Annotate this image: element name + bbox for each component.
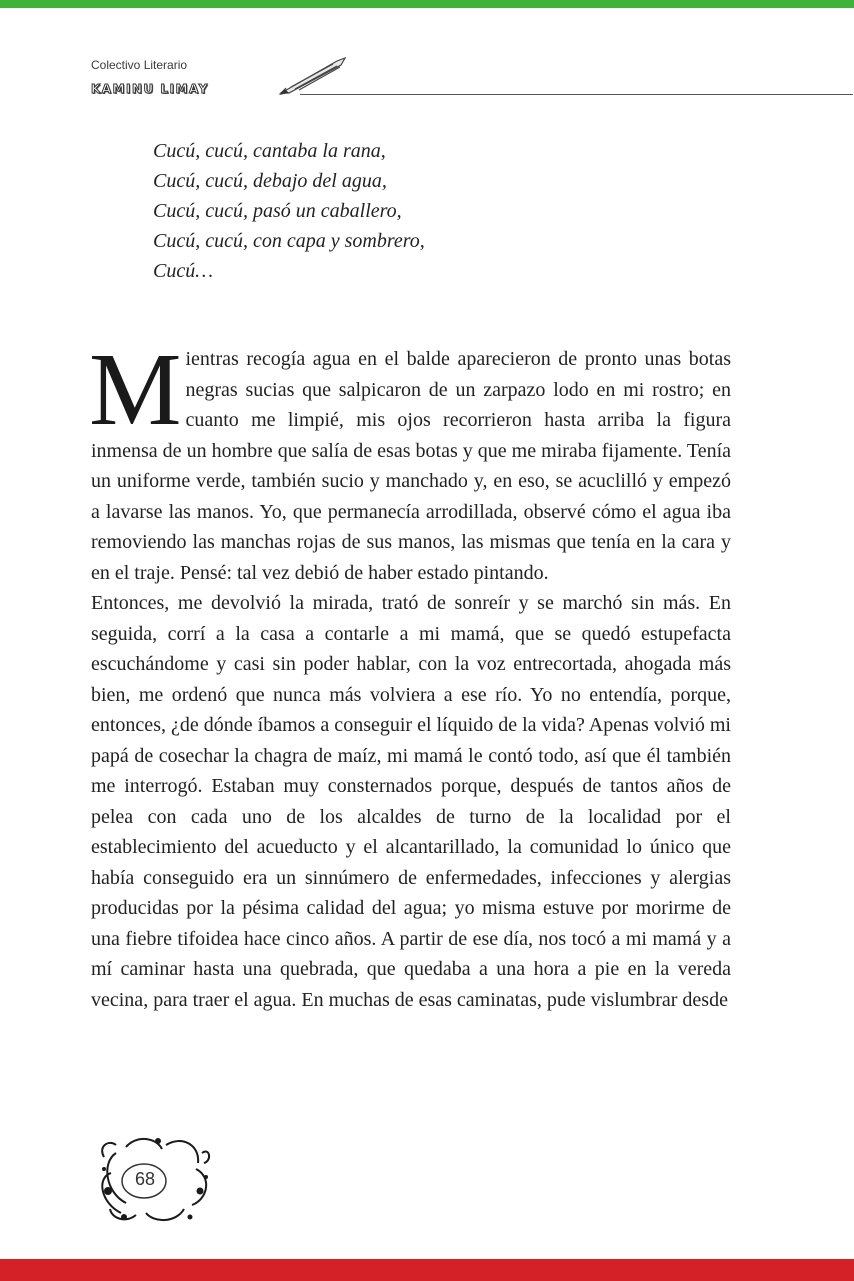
epigraph-poem — [153, 136, 425, 286]
poem-line: Cucú… — [153, 260, 213, 282]
fountain-pen-icon — [277, 55, 349, 97]
bottom-red-bar — [0, 1259, 854, 1281]
poem-line: Cucú, cucú, debajo del agua, — [153, 170, 387, 192]
paragraph-2: Entonces, me devolvió la mirada, trató de sonreír y se marchó sin más. En seguida, corrí a la casa a contarle a mi mamá, que se quedó estupefacta escuchándome y casi sin poder hablar, con la voz entrecortada, ahogada más bien, me ordenó que nunca más volviera a ese río. Yo no entendía, porque, entonces, ¿de dónde íbamos a conseguir el líquido de la vida? Apenas volvió mi papá de cosechar la chagra de maíz, mi mamá le contó todo, así que él también me interrogó. Estaban muy consternados porque, después de tantos años de pelea con cada uno de los alcaldes de turno de la localidad por el establecimiento del acueducto y el alcantarillado, la comunidad lo único que había conseguido era un sinnúmero de enfermedades, infecciones y alergias producidas por la pésima calidad del agua; yo misma estuve por morirme de una fiebre tifoidea hace cinco años. A partir de ese día, nos tocó a mi mamá y a mí caminar hasta una quebrada, que quedaba a una hora a pie en la vereda vecina, para traer el agua. En muchas de esas caminatas, pude vislumbrar desde — [91, 592, 731, 1011]
top-green-bar — [0, 0, 854, 8]
header-brand-logo-text: KAMINU LIMAY — [91, 82, 209, 96]
page-number: 68 — [134, 1169, 156, 1189]
header-divider — [300, 94, 853, 95]
poem-line: Cucú, cucú, pasó un caballero, — [153, 200, 402, 222]
poem-line: Cucú, cucú, con capa y sombrero, — [153, 230, 425, 252]
paragraph-1-text: ientras recogía agua en el balde aparecieron de pronto unas botas negras sucias que salpicaron de un zarpazo lodo en mi rostro; en cuanto me limpié, mis ojos recorrieron hasta arriba la figura inmensa de un hombre que salía de esas botas y que me miraba fijamente. Tenía un uniforme verde, también sucio y manchado y, en eso, se acuclilló y empezó a lavarse las manos. Yo, que permanecía arrodillada, observé cómo el agua iba removiendo las manchas rojas de sus manos, las mismas que tenía en la cara y en el traje. Pensé: tal vez debió de haber estado pintando. — [91, 348, 731, 584]
body-text — [89, 332, 731, 1015]
drop-cap: M — [89, 332, 182, 447]
paragraph-1 — [89, 332, 731, 588]
header-org-name: Colectivo Literario — [91, 58, 188, 72]
poem-line: Cucú, cucú, cantaba la rana, — [153, 140, 386, 162]
